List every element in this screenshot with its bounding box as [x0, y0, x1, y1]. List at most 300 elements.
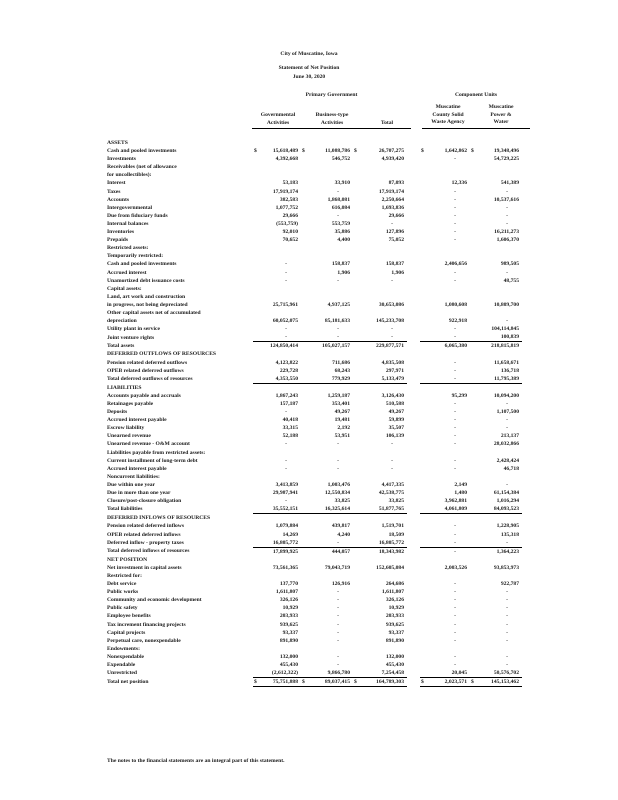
- value: 53,951: [334, 433, 350, 440]
- value: -: [285, 409, 287, 416]
- value-cell: [353, 317, 407, 325]
- value: 326,126: [279, 597, 298, 604]
- column-gap: [407, 497, 420, 505]
- value: 152,605,084: [376, 564, 404, 571]
- value-cell: [301, 220, 353, 228]
- value-cell: [301, 572, 353, 580]
- row-label: Public safety: [107, 605, 138, 612]
- value-cell: [470, 481, 522, 489]
- value-cell: [470, 400, 522, 408]
- value-cell: [470, 408, 522, 416]
- value-cell: [353, 212, 407, 220]
- total-row: [107, 342, 522, 351]
- row-label: Total deferred inflows of resources: [107, 548, 190, 555]
- value: 5,133,479: [381, 375, 404, 382]
- table-row: [107, 522, 522, 530]
- column-gap: [407, 350, 420, 358]
- value-cell: [420, 514, 470, 523]
- column-gap: [407, 188, 420, 196]
- value: 4,123,822: [275, 359, 298, 366]
- value: -: [506, 269, 508, 276]
- value-cell: [470, 147, 522, 155]
- column-gap: [407, 212, 420, 220]
- value: 382,583: [279, 196, 298, 203]
- column-gap: [407, 572, 420, 580]
- currency-symbol: $: [471, 148, 474, 155]
- table-row: [107, 212, 522, 220]
- value-cell: [420, 147, 470, 155]
- value-cell: [253, 139, 301, 147]
- value-cell: [353, 252, 407, 260]
- value-cell: [470, 367, 522, 375]
- value-cell: [470, 653, 522, 661]
- value: 2,023,571: [444, 679, 467, 686]
- row-label: Temporarily restricted:: [107, 253, 164, 260]
- row-label: Tax increment financing projects: [107, 621, 186, 628]
- row-label: Internal balances: [107, 220, 149, 227]
- value-cell: [420, 220, 470, 228]
- value: -: [454, 613, 456, 620]
- table-row: [107, 252, 522, 260]
- value: -: [454, 662, 456, 668]
- row-label: LIABILITIES: [107, 384, 142, 391]
- value: 3,126,430: [381, 392, 404, 399]
- value: 10,929: [282, 605, 298, 612]
- table-row: [107, 408, 522, 416]
- value: -: [454, 441, 456, 448]
- table-row: [107, 629, 522, 637]
- value-cell: [301, 505, 353, 514]
- currency-symbol: $: [421, 148, 424, 155]
- value: 4,937,125: [327, 301, 350, 308]
- value-cell: [253, 163, 301, 171]
- column-gap: [407, 522, 420, 530]
- value: 4,240: [337, 531, 350, 538]
- table-row: [107, 661, 522, 669]
- value-cell: [420, 301, 470, 309]
- value: 158,837: [331, 261, 350, 268]
- section-heading-row: [107, 514, 522, 523]
- column-gap: [407, 637, 420, 645]
- value: 229,728: [279, 367, 298, 374]
- row-label: Closure/post-closure obligation: [107, 498, 182, 505]
- value: -: [454, 425, 456, 432]
- value: -: [337, 629, 339, 636]
- value-cell: [420, 547, 470, 556]
- column-gap: [407, 531, 420, 539]
- row-label: Deposits: [107, 409, 128, 416]
- value-cell: [420, 432, 470, 440]
- value-cell: [253, 416, 301, 424]
- value-cell: [253, 301, 301, 309]
- value-cell: [470, 645, 522, 653]
- value: -: [454, 417, 456, 424]
- value: -: [391, 465, 393, 472]
- value-cell: [301, 416, 353, 424]
- value-cell: [253, 432, 301, 440]
- column-gap: [407, 171, 420, 179]
- value: 1,642,862: [444, 148, 467, 155]
- value: -: [285, 498, 287, 505]
- value-cell: [420, 612, 470, 620]
- value: 1,079,884: [275, 523, 298, 530]
- row-label: Community and economic development: [107, 597, 202, 604]
- total-row: [107, 505, 522, 514]
- value-cell: [253, 333, 301, 342]
- value-cell: [470, 416, 522, 424]
- value: 1,693,836: [381, 204, 404, 211]
- table-row: [107, 497, 522, 505]
- value-cell: [253, 383, 301, 392]
- value: 164,789,303: [376, 679, 404, 686]
- row-label: Current installment of long-term debt: [107, 457, 198, 464]
- value-cell: [420, 367, 470, 375]
- value-cell: [420, 252, 470, 260]
- row-label: Perpetual care, nonexpendable: [107, 637, 181, 644]
- value-cell: [253, 309, 301, 317]
- value: 1,611,807: [275, 589, 298, 596]
- value: 2,250,664: [381, 196, 404, 203]
- value-cell: [470, 432, 522, 440]
- value-cell: [253, 489, 301, 497]
- value-cell: [470, 449, 522, 457]
- value-cell: [420, 669, 470, 678]
- statement-title: Statement of Net Position: [278, 65, 340, 71]
- value: 85,181,633: [324, 318, 350, 325]
- value-cell: [420, 588, 470, 596]
- row-label: DEFERRED OUTFLOWS OF RESOURCES: [107, 351, 217, 358]
- table-row: [107, 588, 522, 596]
- value: 1,364,223: [496, 548, 519, 555]
- value-cell: [253, 359, 301, 367]
- value-cell: [470, 301, 522, 309]
- value-cell: [420, 317, 470, 325]
- value-cell: [470, 260, 522, 268]
- table-row: [107, 489, 522, 497]
- column-gap: [407, 645, 420, 653]
- value: 541,389: [500, 180, 519, 187]
- value-cell: [301, 277, 353, 285]
- value: 87,093: [388, 180, 404, 187]
- value-cell: [301, 171, 353, 179]
- table-row: [107, 653, 522, 661]
- column-gap: [407, 277, 420, 285]
- table-row: [107, 580, 522, 588]
- value-cell: [301, 547, 353, 556]
- currency-symbol: $: [354, 679, 357, 686]
- table-row: [107, 669, 522, 678]
- value-cell: [353, 188, 407, 196]
- statement-table: [107, 139, 522, 687]
- value: 132,000: [279, 653, 298, 660]
- value-cell: [301, 375, 353, 384]
- value-cell: [253, 637, 301, 645]
- value-cell: [301, 383, 353, 392]
- value-cell: [253, 629, 301, 637]
- value-cell: [353, 514, 407, 523]
- value-cell: [470, 531, 522, 539]
- value-cell: [253, 220, 301, 228]
- value-cell: [470, 325, 522, 333]
- row-label: Noncurrent liabilities:: [107, 473, 160, 480]
- value: -: [285, 326, 287, 333]
- value-cell: [420, 539, 470, 548]
- value: 126,916: [331, 581, 350, 588]
- value-cell: [301, 621, 353, 629]
- value-cell: [253, 531, 301, 539]
- value: -: [454, 621, 456, 628]
- value: -: [391, 457, 393, 464]
- value-cell: [420, 236, 470, 244]
- value: -: [337, 457, 339, 464]
- value: -: [454, 548, 456, 555]
- row-label: Accrued interest payable: [107, 417, 167, 424]
- value-cell: [353, 588, 407, 596]
- value: 106,139: [385, 433, 404, 440]
- value-cell: [420, 350, 470, 358]
- value-cell: [470, 375, 522, 384]
- value: (553,759): [276, 220, 298, 227]
- col-head-power-water: [474, 104, 528, 127]
- value: -: [454, 188, 456, 195]
- section-heading-row: [107, 556, 522, 564]
- value-cell: [253, 171, 301, 179]
- value-cell: [253, 645, 301, 653]
- row-label: in progress, not being depreciated: [107, 301, 188, 308]
- value-cell: [470, 244, 522, 252]
- value: 73,561,365: [272, 564, 298, 571]
- value: 89,037,415: [324, 679, 350, 686]
- value-cell: [420, 171, 470, 179]
- column-gap: [407, 556, 420, 564]
- value-cell: [420, 596, 470, 604]
- value: 75,751,888: [272, 679, 298, 686]
- value: 553,759: [331, 220, 350, 227]
- value: -: [391, 441, 393, 448]
- col-head-line: Water: [493, 119, 509, 125]
- value-cell: [470, 139, 522, 147]
- value: 79,043,719: [324, 564, 350, 571]
- row-label: OPEB related deferred outflows: [107, 367, 184, 374]
- value-cell: [470, 497, 522, 505]
- value-cell: [253, 678, 301, 687]
- value: -: [454, 457, 456, 464]
- value: -: [454, 212, 456, 219]
- value-cell: [420, 342, 470, 351]
- column-gap: [407, 669, 420, 678]
- table-row: [107, 359, 522, 367]
- value: 353,401: [331, 401, 350, 407]
- row-label: Total deferred outflows of resources: [107, 375, 193, 382]
- value-cell: [420, 621, 470, 629]
- value-cell: [420, 604, 470, 612]
- value: -: [337, 637, 339, 644]
- value: 2,406,656: [444, 261, 467, 268]
- value-cell: [253, 293, 301, 301]
- value: -: [337, 605, 339, 612]
- value: 84,093,523: [493, 506, 519, 513]
- value-cell: [470, 392, 522, 400]
- value: -: [454, 229, 456, 236]
- value-cell: [470, 277, 522, 285]
- value-cell: [470, 204, 522, 212]
- value-cell: [353, 637, 407, 645]
- table-row: [107, 147, 522, 155]
- value-cell: [301, 539, 353, 548]
- table-row: [107, 424, 522, 432]
- value-cell: [353, 473, 407, 481]
- value: 25,715,961: [272, 301, 298, 308]
- value-cell: [301, 359, 353, 367]
- value-cell: [301, 139, 353, 147]
- value: 92,010: [282, 229, 298, 236]
- column-gap: [407, 196, 420, 204]
- value-cell: [301, 204, 353, 212]
- value-cell: [301, 400, 353, 408]
- table-row: [107, 196, 522, 204]
- value: 7,254,458: [381, 670, 404, 677]
- value-cell: [301, 457, 353, 465]
- value: -: [391, 277, 393, 284]
- row-label: Pension related deferred outflows: [107, 359, 188, 366]
- table-row: [107, 621, 522, 629]
- value: 35,886: [334, 229, 350, 236]
- value: 75,052: [388, 237, 404, 244]
- value-cell: [353, 277, 407, 285]
- row-label: for uncollectibles):: [107, 172, 152, 179]
- value-cell: [301, 564, 353, 572]
- value-cell: [470, 188, 522, 196]
- value: -: [454, 326, 456, 333]
- value-cell: [301, 342, 353, 351]
- column-gap: [407, 481, 420, 489]
- value-cell: [420, 416, 470, 424]
- value: 939,625: [279, 621, 298, 628]
- value-cell: [301, 212, 353, 220]
- value: -: [454, 605, 456, 612]
- value: -: [454, 220, 456, 227]
- row-label: Capital projects: [107, 629, 146, 636]
- col-head-total: [362, 120, 412, 128]
- table-row: [107, 531, 522, 539]
- table-row: [107, 163, 522, 171]
- value-cell: [353, 293, 407, 301]
- value-cell: [253, 392, 301, 400]
- value-cell: [470, 212, 522, 220]
- value-cell: [253, 252, 301, 260]
- table-row: [107, 473, 522, 481]
- value: 213,137: [500, 433, 519, 440]
- value-cell: [253, 440, 301, 448]
- value: 989,505: [500, 261, 519, 268]
- column-gap: [407, 449, 420, 457]
- value-cell: [353, 465, 407, 473]
- row-label: Receivables (net of allowance: [107, 164, 177, 171]
- table-row: [107, 155, 522, 163]
- value-cell: [253, 204, 301, 212]
- value: 297,971: [385, 367, 404, 374]
- value: 54,729,225: [493, 156, 519, 163]
- value: 4,417,335: [381, 481, 404, 488]
- value: 203,933: [279, 613, 298, 620]
- value-cell: [301, 596, 353, 604]
- value: 1,077,752: [275, 204, 298, 211]
- value-cell: [301, 252, 353, 260]
- value: 9,866,780: [327, 670, 350, 677]
- value-cell: [301, 244, 353, 252]
- section-heading-row: [107, 139, 522, 147]
- value-cell: [253, 612, 301, 620]
- value-cell: [420, 325, 470, 333]
- value-cell: [353, 497, 407, 505]
- value-cell: [470, 473, 522, 481]
- value-cell: [420, 277, 470, 285]
- value-cell: [353, 596, 407, 604]
- value: 203,933: [385, 613, 404, 620]
- table-row: [107, 645, 522, 653]
- value-cell: [420, 522, 470, 530]
- value-cell: [301, 236, 353, 244]
- value-cell: [253, 424, 301, 432]
- value-cell: [420, 285, 470, 293]
- value: -: [454, 269, 456, 276]
- value: -: [454, 375, 456, 382]
- footer-notes: The notes to the financial statements are an integral part of this statement.: [107, 758, 285, 764]
- value: 4,061,809: [444, 506, 467, 513]
- value-cell: [353, 661, 407, 669]
- value-cell: [353, 383, 407, 392]
- table-row: [107, 228, 522, 236]
- column-gap: [407, 342, 420, 351]
- value-cell: [470, 505, 522, 514]
- value: 68,243: [334, 367, 350, 374]
- value-cell: [353, 301, 407, 309]
- column-gap: [407, 244, 420, 252]
- value: -: [454, 465, 456, 472]
- column-gap: [407, 236, 420, 244]
- section-heading-row: [107, 383, 522, 392]
- value: 132,000: [385, 653, 404, 660]
- value-cell: [253, 547, 301, 556]
- column-gap: [407, 392, 420, 400]
- value: 59,899: [388, 417, 404, 424]
- row-label: Accrued interest payable: [107, 465, 167, 472]
- value: 455,430: [279, 662, 298, 668]
- total-row: [107, 547, 522, 556]
- value-cell: [420, 678, 470, 687]
- value-cell: [470, 621, 522, 629]
- value-cell: [353, 678, 407, 687]
- row-label: Accounts payable and accruals: [107, 392, 181, 399]
- value: 137,770: [279, 581, 298, 588]
- value-cell: [253, 236, 301, 244]
- row-label: Pension related deferred inflows: [107, 523, 185, 530]
- value-cell: [353, 179, 407, 187]
- value-cell: [420, 449, 470, 457]
- value-cell: [253, 342, 301, 351]
- table-row: [107, 481, 522, 489]
- value-cell: [420, 580, 470, 588]
- value-cell: [470, 547, 522, 556]
- value-cell: [420, 139, 470, 147]
- value: -: [506, 539, 508, 546]
- value-cell: [470, 269, 522, 277]
- value-cell: [470, 228, 522, 236]
- value: 18,343,982: [378, 548, 404, 555]
- row-label: Cash and pooled investments: [107, 148, 177, 155]
- value-cell: [301, 465, 353, 473]
- col-head-governmental: [250, 112, 306, 127]
